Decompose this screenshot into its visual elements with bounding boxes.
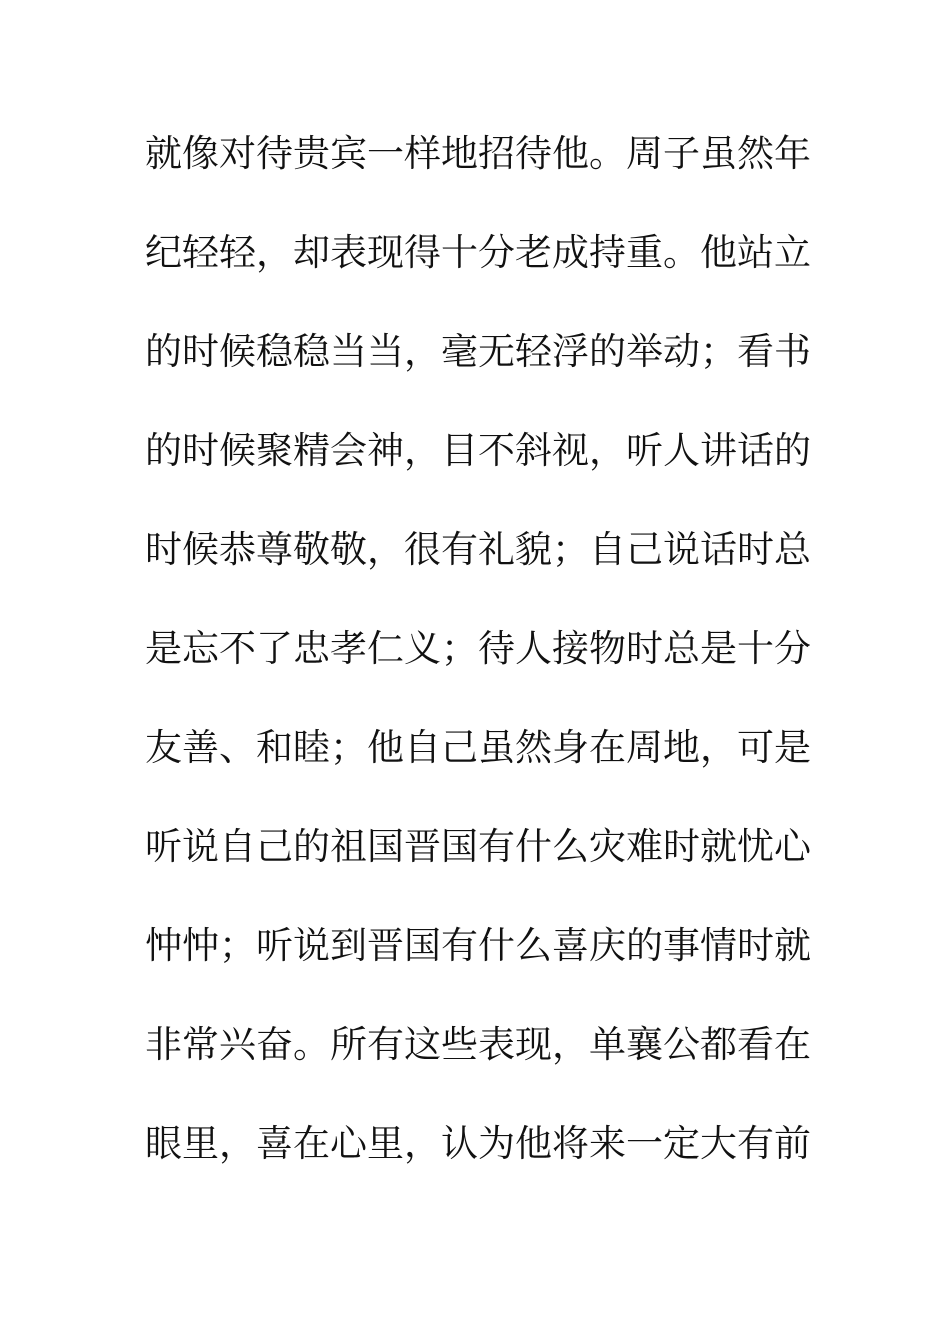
text-line: 就像对待贵宾一样地招待他。周子虽然年 bbox=[145, 132, 811, 175]
text-line: 纪轻轻，却表现得十分老成持重。他站立 bbox=[145, 231, 811, 274]
text-line: 的时候聚精会神，目不斜视，听人讲话的 bbox=[145, 429, 811, 472]
text-line: 是忘不了忠孝仁义；待人接物时总是十分 bbox=[145, 627, 811, 670]
text-line: 的时候稳稳当当，毫无轻浮的举动；看书 bbox=[145, 330, 811, 373]
text-line: 时候恭尊敬敬，很有礼貌；自己说话时总 bbox=[145, 528, 811, 571]
text-line: 眼里，喜在心里，认为他将来一定大有前 bbox=[145, 1122, 811, 1165]
text-line: 忡忡；听说到晋国有什么喜庆的事情时就 bbox=[145, 924, 811, 967]
text-line: 非常兴奋。所有这些表现，单襄公都看在 bbox=[145, 1023, 811, 1066]
text-line: 友善、和睦；他自己虽然身在周地，可是 bbox=[145, 726, 811, 769]
body-text bbox=[145, 124, 817, 1213]
text-line: 听说自己的祖国晋国有什么灾难时就忧心 bbox=[145, 825, 811, 868]
